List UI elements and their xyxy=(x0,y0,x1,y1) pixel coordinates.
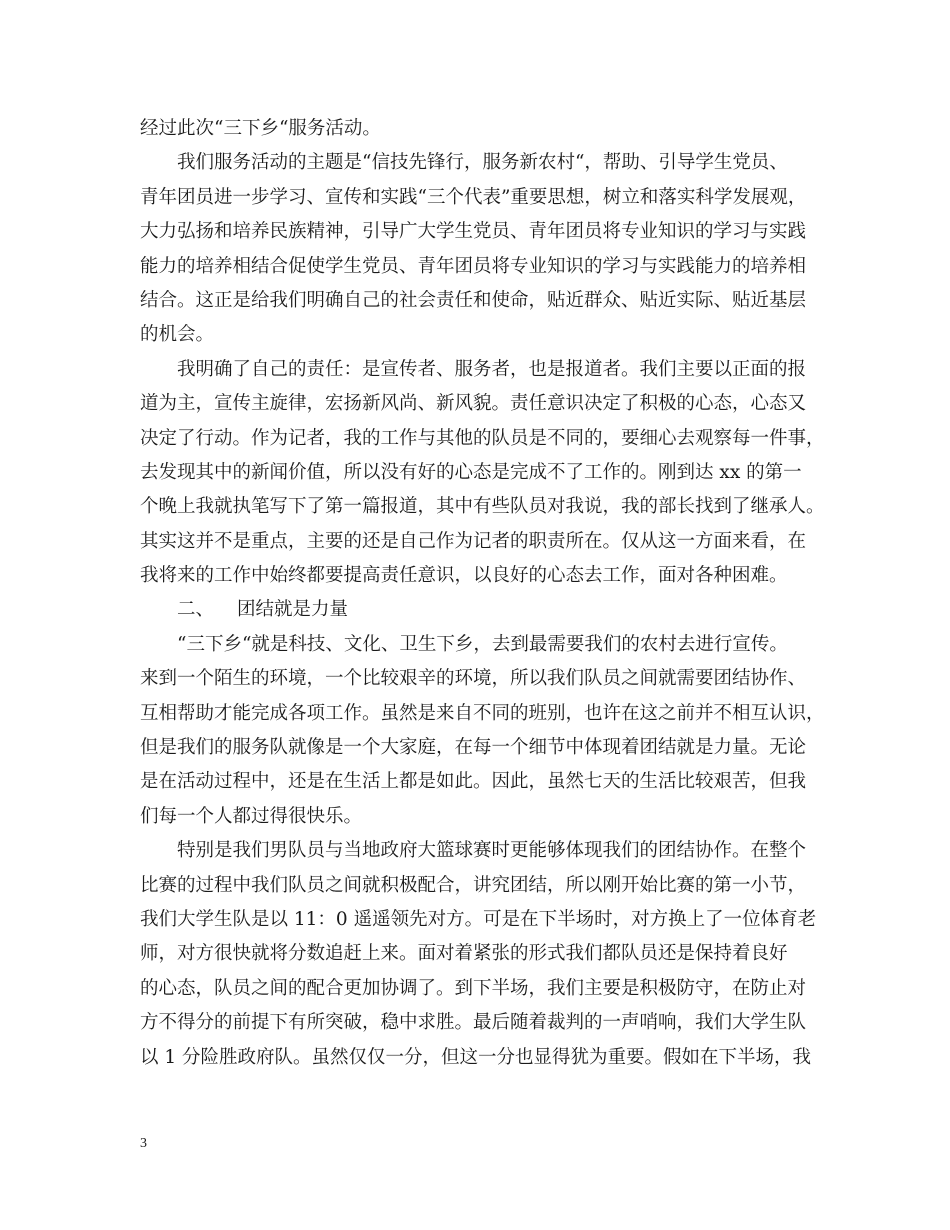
section-heading-title: 团结就是力量 xyxy=(237,599,349,621)
text-line: 但是我们的服务队就像是一个大家庭，在每一个细节中体现着团结就是力量。无论 xyxy=(140,737,807,759)
text-line: 青年团员进一步学习、宣传和实践“三个代表”重要思想，树立和落实科学发展观， xyxy=(140,186,807,208)
section-heading-number: 二、 xyxy=(177,599,215,621)
text-line: 的机会。 xyxy=(140,324,215,346)
text-block-a xyxy=(140,112,830,593)
text-line: 的心态，队员之间的配合更加协调了。到下半场，我们主要是积极防守，在防止对 xyxy=(140,977,807,999)
page-number: 3 xyxy=(140,1136,147,1151)
text-line: 能力的培养相结合促使学生党员、青年团员将专业知识的学习与实践能力的培养相 xyxy=(140,255,807,277)
text-line: 方不得分的前提下有所突破，稳中求胜。最后随着裁判的一声哨响，我们大学生队 xyxy=(140,1012,807,1034)
text-line: 去发现其中的新闻价值，所以没有好的心态是完成不了工作的。刚到达 xx 的第一 xyxy=(140,461,802,483)
text-line: 我们服务活动的主题是“信技先锋行，服务新农村“，帮助、引导学生党员、 xyxy=(177,152,788,174)
text-line: 我明确了自己的责任：是宣传者、服务者，也是报道者。我们主要以正面的报 xyxy=(177,358,807,380)
text-line: “三下乡“就是科技、文化、卫生下乡，去到最需要我们的农村去进行宣传。 xyxy=(177,633,788,655)
text-line: 其实这并不是重点，主要的还是自己作为记者的职责所在。仅从这一方面来看，在 xyxy=(140,530,807,552)
text-line: 结合。这正是给我们明确自己的社会责任和使命，贴近群众、贴近实际、贴近基层 xyxy=(140,289,807,311)
text-line: 大力弘扬和培养民族精神，引导广大学生党员、青年团员将专业知识的学习与实践 xyxy=(140,221,807,243)
text-block-b xyxy=(140,628,830,1075)
text-line: 我们大学生队是以 11：0 遥遥领先对方。可是在下半场时，对方换上了一位体育老 xyxy=(140,908,817,930)
text-line: 特别是我们男队员与当地政府大篮球赛时更能够体现我们的团结协作。在整个 xyxy=(177,840,807,862)
document-body xyxy=(140,112,830,1075)
text-line: 师，对方很快就将分数追赶上来。面对着紧张的形式我们都队员还是保持着良好 xyxy=(140,943,788,965)
text-line: 比赛的过程中我们队员之间就积极配合，讲究团结，所以刚开始比赛的第一小节， xyxy=(140,874,807,896)
text-line: 我将来的工作中始终都要提高责任意识，以良好的心态去工作，面对各种困难。 xyxy=(140,565,788,587)
text-line: 经过此次“三下乡“服务活动。 xyxy=(140,118,381,139)
text-line: 是在活动过程中，还是在生活上都是如此。因此，虽然七天的生活比较艰苦，但我 xyxy=(140,771,807,793)
text-line: 互相帮助才能完成各项工作。虽然是来自不同的班别，也许在这之前并不相互认识， xyxy=(140,702,825,724)
text-line: 个晚上我就执笔写下了第一篇报道，其中有些队员对我说，我的部长找到了继承人。 xyxy=(140,496,825,518)
text-line: 决定了行动。作为记者，我的工作与其他的队员是不同的，要细心去观察每一件事， xyxy=(140,427,825,449)
text-line: 们每一个人都过得很快乐。 xyxy=(140,805,363,827)
text-line: 来到一个陌生的环境，一个比较艰辛的环境，所以我们队员之间就需要团结协作、 xyxy=(140,668,807,690)
section-heading xyxy=(140,593,830,627)
text-line: 道为主，宣传主旋律，宏扬新风尚、新风貌。责任意识决定了积极的心态，心态又 xyxy=(140,393,807,415)
text-line: 以 1 分险胜政府队。虽然仅仅一分，但这一分也显得犹为重要。假如在下半场，我 xyxy=(140,1046,812,1068)
